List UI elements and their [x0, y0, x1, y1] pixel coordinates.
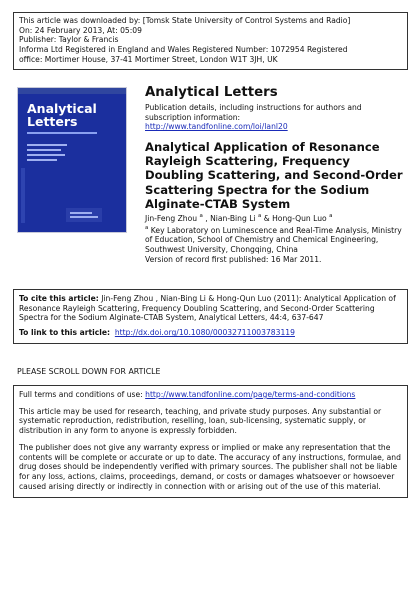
affiliation-marker: a [329, 212, 333, 219]
link-label: To link to this article: [19, 328, 111, 338]
cover-title [27, 102, 97, 128]
office-address: office: Mortimer House, 37-41 Mortimer Street, London W1T 3JH, UK [19, 54, 278, 64]
citation [19, 294, 402, 323]
cite-text: Jin-Feng Zhou , Nian-Bing Li & Hong-Qun Luo (2011): Analytical Application of Resonance Rayleigh Scattering, Frequency Doubling Scattering, and Second-Order Scattering Spectra for the Sodium Alginate-CTAB System, Analytical Letters, 44:4, 637-647 [19, 294, 396, 323]
terms-box [13, 385, 408, 498]
cover-footer-text [70, 212, 92, 214]
affiliation-marker: a [145, 224, 149, 231]
citation-box [13, 289, 408, 344]
cite-label: To cite this article: [19, 294, 99, 303]
cover-text-bar [27, 144, 67, 146]
article-header [145, 85, 410, 264]
download-info-box [13, 12, 408, 70]
scroll-notice: PLEASE SCROLL DOWN FOR ARTICLE [17, 367, 161, 376]
cover-footer-block [66, 208, 102, 222]
affiliation-marker: a [199, 212, 203, 219]
cover-spine [21, 168, 25, 223]
cover-title-line2: Letters [27, 114, 78, 130]
author-list: Jin-Feng Zhou $^a$ , Nian-Bing Li $^a$ & Hong-Qun Luo $^a$ [145, 212, 333, 223]
cover-title-line1: Analytical [27, 101, 97, 116]
terms-intro-row [19, 390, 402, 400]
journal-cover-image [17, 87, 127, 233]
author-name: Hong-Qun Luo [272, 213, 327, 223]
article-link-row [19, 328, 402, 338]
doi-link[interactable]: http://dx.doi.org/10.1080/00032711003783119 [114, 328, 295, 338]
author-name: Nian-Bing Li [210, 213, 256, 223]
affiliation-text: Key Laboratory on Luminescence and Real-Time Analysis, Ministry of Education, School of Chemistry and Chemical Engineering, Southwest University, Chongqing, China [145, 225, 402, 254]
terms-intro: Full terms and conditions of use: [19, 390, 143, 399]
publisher: Publisher: Taylor & Francis [19, 35, 119, 45]
terms-paragraph-usage: This article may be used for research, teaching, and private study purposes. Any substantial or systematic reproduction, redistribution, reselling, loan, sub-licensing, systematic supply, or distribution in any form to anyone is expressly forbidden. [19, 406, 382, 436]
cover-text-bar [27, 154, 65, 156]
affiliation [145, 226, 410, 255]
registration: Informa Ltd Registered in England and Wales Registered Number: 1072954 Registered [19, 45, 348, 55]
publication-details: Publication details, including instructions for authors and subscription information: [145, 102, 362, 122]
article-title: Analytical Application of Resonance Rayleigh Scattering, Frequency Doubling Scattering, and Second-Order Scattering Spectra for the Sodium Alginate-CTAB System [145, 140, 403, 211]
cover-text-bar [27, 159, 57, 161]
download-line: This article was downloaded by: [Tomsk State University of Control Systems and Radio] [19, 16, 351, 25]
journal-name: Analytical Letters [145, 85, 278, 100]
cover-subtitle-bar [27, 132, 97, 134]
version-of-record: Version of record first published: 16 Mar 2011. [145, 254, 322, 264]
author-name: Jin-Feng Zhou [145, 213, 198, 223]
journal-url-link[interactable]: http://www.tandfonline.com/loi/lanl20 [145, 122, 288, 132]
cover-stripe [18, 88, 126, 94]
terms-url-link[interactable]: http://www.tandfonline.com/page/terms-and-conditions [145, 390, 356, 399]
cover-text-bar [27, 149, 61, 151]
terms-paragraph-warranty: The publisher does not give any warranty express or implied or make any representation that the contents will be complete or accurate or up to date. The accuracy of any instructions, formulae, and drug doses should be independently verified with primary sources. The publisher shall not be liable for any loss, actions, claims, proceedings, demand, or costs or damages whatsoever or howsoever caused arising directly or indirectly in connection with or arising out of the use of this material. [19, 442, 401, 491]
affiliation-marker: a [257, 212, 262, 219]
cover-footer-text [70, 216, 98, 218]
download-date: On: 24 February 2013, At: 05:09 [19, 25, 142, 35]
